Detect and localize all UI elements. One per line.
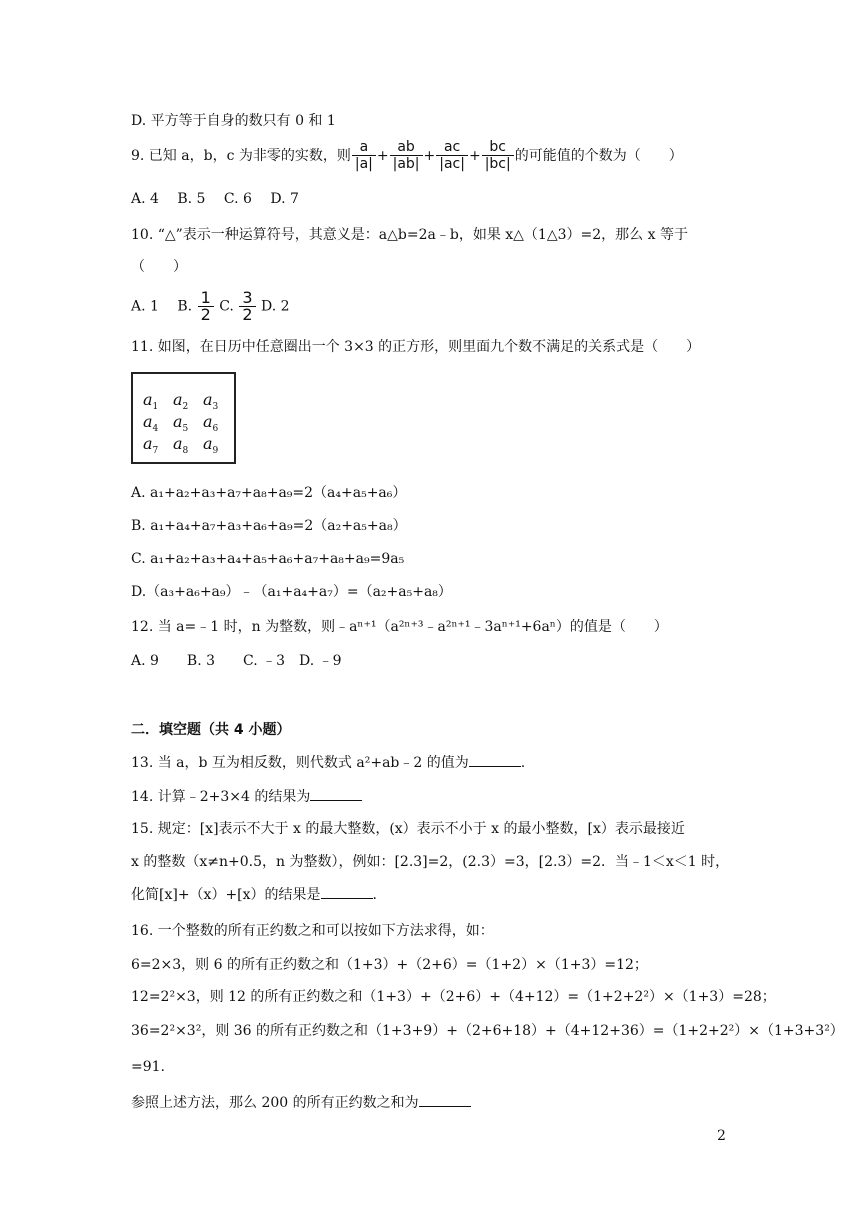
q12-options: A. 9 B. 3 C. ﹣3 D. ﹣9 xyxy=(131,653,342,669)
answer-blank xyxy=(419,1094,471,1107)
answer-blank xyxy=(321,886,373,899)
q11-option-b: B. a₁+a₄+a₇+a₃+a₆+a₉=2（a₂+a₅+a₈） xyxy=(131,518,407,534)
calendar-cell: $a_5$ xyxy=(173,412,189,435)
q10-option-b-fraction xyxy=(198,290,214,323)
q11-option-d: D.（a₃+a₆+a₉）﹣（a₁+a₄+a₇）=（a₂+a₅+a₈） xyxy=(131,584,452,600)
calendar-cell: $a_4$ xyxy=(143,412,159,435)
q11-option-a: A. a₁+a₂+a₃+a₇+a₈+a₉=2（a₄+a₅+a₆） xyxy=(131,485,407,501)
q16-line2: 6=2×3，则 6 的所有正约数之和（1+3）+（2+6）=（1+2）×（1+3）=12； xyxy=(131,957,648,973)
q9-fraction-3 xyxy=(436,140,468,172)
answer-blank xyxy=(310,788,362,801)
q10-option-a: A. 1 B. xyxy=(131,298,193,315)
calendar-figure xyxy=(131,372,236,464)
q14-prefix: 14. 计算﹣2+3×4 的结果为 xyxy=(131,789,311,805)
fraction-numerator: 3 xyxy=(242,288,253,307)
q10-options xyxy=(131,290,290,323)
q9-options: A. 4 B. 5 C. 6 D. 7 xyxy=(131,191,299,207)
calendar-cell: $a_1$ xyxy=(143,390,159,413)
q10-option-d: D. 2 xyxy=(260,298,290,315)
q8-option-d: D. 平方等于自身的数只有 0 和 1 xyxy=(131,113,336,129)
calendar-cell: $a_6$ xyxy=(203,412,219,435)
q9-stem-prefix: 9. 已知 a，b，c 为非零的实数，则 xyxy=(131,148,351,164)
q16-line3: 12=2²×3，则 12 的所有正约数之和（1+3）+（2+6）+（4+12）=（1+2+2²）×（1+3）=28； xyxy=(131,989,776,1005)
q10-option-c-fraction xyxy=(239,290,255,323)
q15-line1: 15. 规定：[x]表示不大于 x 的最大整数，(x）表示不小于 x 的最小整数，[x）表示最接近 xyxy=(131,821,685,837)
q13-prefix: 13. 当 a，b 互为相反数，则代数式 a²+ab﹣2 的值为 xyxy=(131,755,469,771)
q9-fraction-2 xyxy=(390,140,423,172)
fraction-numerator: ab xyxy=(397,139,415,155)
calendar-cell: $a_8$ xyxy=(173,434,189,457)
q15-line3-suffix: . xyxy=(372,887,377,903)
fraction-numerator: bc xyxy=(489,139,507,155)
q16-line1: 16. 一个整数的所有正约数之和可以按如下方法求得，如： xyxy=(131,923,494,939)
fraction-denominator: 2 xyxy=(239,306,255,323)
q12-stem: 12. 当 a=﹣1 时，n 为整数，则﹣aⁿ⁺¹（a²ⁿ⁺³﹣a²ⁿ⁺¹﹣3aⁿ⁺¹+6aⁿ）的值是（ ） xyxy=(131,619,668,635)
q11-option-c: C. a₁+a₂+a₃+a₄+a₅+a₆+a₇+a₈+a₉=9a₅ xyxy=(131,551,405,567)
q16-line4: 36=2²×3²，则 36 的所有正约数之和（1+3+9）+（2+6+18）+（4+12+36）=（1+2+2²）×（1+3+3²） xyxy=(131,1023,844,1039)
fraction-denominator: |a| xyxy=(352,155,376,172)
q10-stem-line1: 10. “△”表示一种运算符号，其意义是：a△b=2a﹣b，如果 x△（1△3）=2，那么 x 等于 xyxy=(131,227,688,243)
question-9 xyxy=(131,140,683,172)
calendar-cell: $a_2$ xyxy=(173,390,189,413)
fraction-numerator: ac xyxy=(443,139,461,155)
question-15-line3 xyxy=(131,886,377,904)
q13-suffix: . xyxy=(520,755,526,771)
fraction-denominator: |bc| xyxy=(482,155,514,172)
calendar-cell: $a_3$ xyxy=(203,390,219,413)
calendar-cell: $a_7$ xyxy=(143,434,159,457)
q16-line5: =91. xyxy=(131,1059,165,1075)
fraction-denominator: 2 xyxy=(198,306,214,323)
fraction-numerator: a xyxy=(359,139,369,155)
fraction-numerator: 1 xyxy=(200,288,211,307)
q10-option-c-label: C. xyxy=(219,298,234,315)
q10-stem-line2: （ ） xyxy=(131,259,187,275)
q15-line3-prefix: 化简[x]+（x）+[x）的结果是 xyxy=(131,887,321,903)
plus-sign: + xyxy=(423,148,436,164)
answer-blank xyxy=(469,754,521,767)
fraction-denominator: |ab| xyxy=(390,155,423,172)
question-13 xyxy=(131,754,525,772)
section-heading: 二．填空题（共 4 小题） xyxy=(131,722,291,738)
q9-stem-suffix: 的可能值的个数为（ ） xyxy=(514,148,683,164)
plus-sign: + xyxy=(468,148,481,164)
q9-fraction-1 xyxy=(352,140,376,172)
calendar-grid xyxy=(143,390,233,456)
question-14 xyxy=(131,788,362,806)
q9-fraction-4 xyxy=(482,140,514,172)
q11-stem: 11. 如图，在日历中任意圈出一个 3×3 的正方形，则里面九个数不满足的关系式是（ ） xyxy=(131,339,701,355)
question-16-line6 xyxy=(131,1094,471,1112)
calendar-cell: $a_9$ xyxy=(203,434,219,457)
page-number: 2 xyxy=(717,1128,726,1144)
fraction-denominator: |ac| xyxy=(436,155,468,172)
plus-sign: + xyxy=(376,148,389,164)
q15-line2: x 的整数（x≠n+0.5，n 为整数），例如：[2.3]=2，(2.3）=3，[2.3）=2．当﹣1＜x＜1 时， xyxy=(131,854,730,870)
q16-line6-prefix: 参照上述方法，那么 200 的所有正约数之和为 xyxy=(131,1095,419,1111)
